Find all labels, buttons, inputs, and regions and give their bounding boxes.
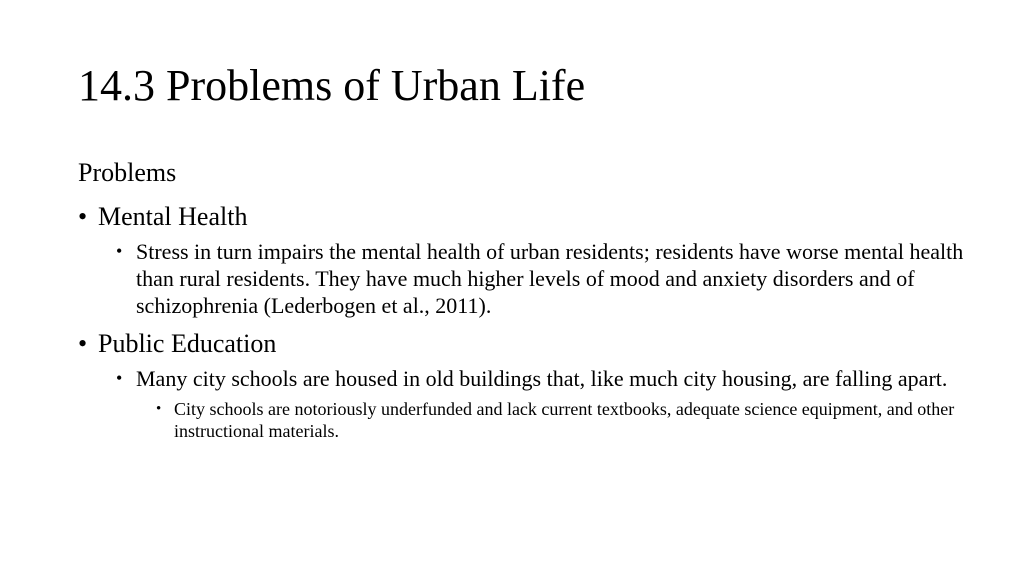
bullet-icon: •	[116, 368, 123, 388]
sub-bullet-item	[116, 238, 978, 319]
section-heading: Problems	[78, 158, 177, 187]
sub-sub-bullet-list	[154, 398, 978, 442]
sub-bullet-list	[116, 365, 978, 442]
sub-bullet-item	[116, 365, 978, 442]
sub-sub-bullet-text: City schools are notoriously underfunded and lack current textbooks, adequate science equipment, and other instructional materials.	[174, 399, 955, 441]
bullet-item-public-education	[78, 329, 978, 442]
sub-sub-bullet-item	[154, 398, 978, 442]
bullet-list	[78, 202, 978, 442]
sub-bullet-text: Many city schools are housed in old buildings that, like much city housing, are falling apart.	[136, 366, 948, 391]
slide-body	[78, 158, 978, 442]
bullet-item-mental-health	[78, 202, 978, 319]
bullet-icon: •	[116, 241, 123, 261]
slide-title: 14.3 Problems of Urban Life	[78, 61, 586, 110]
bullet-icon: •	[156, 401, 162, 417]
sub-bullet-text: Stress in turn impairs the mental health of urban residents; residents have worse mental health than rural residents. They have much higher levels of mood and anxiety disorders and of schizophrenia (Lederbogen et al., 2011).	[136, 239, 964, 318]
bullet-icon: •	[78, 329, 88, 358]
bullet-icon: •	[78, 202, 88, 231]
bullet-label: Mental Health	[98, 202, 248, 231]
sub-bullet-list	[116, 238, 978, 319]
bullet-label: Public Education	[98, 329, 277, 358]
